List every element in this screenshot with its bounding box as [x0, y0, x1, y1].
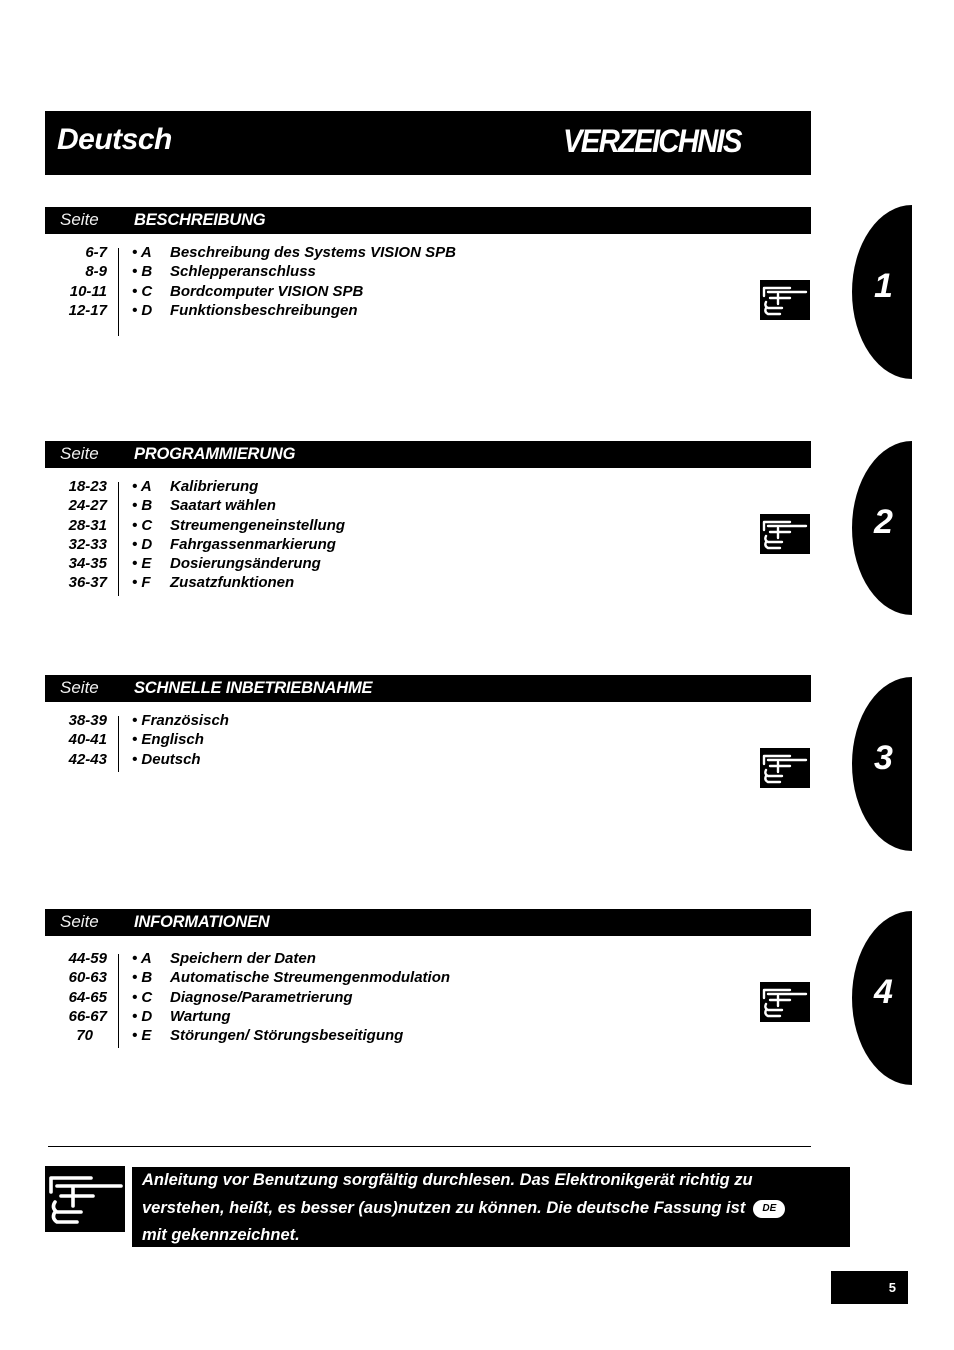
pointing-hand-icon: [760, 748, 810, 788]
chapter-tab-number: 2: [874, 503, 893, 541]
pointing-hand-icon: [760, 982, 810, 1022]
toc-bullet: • C: [132, 282, 153, 300]
toc-label: Störungen/ Störungsbeseitigung: [170, 1027, 404, 1045]
toc-list: [45, 950, 811, 1046]
section-beschreibung: [45, 207, 811, 321]
section-programmierung: [45, 441, 811, 594]
toc-pages: 36-37: [68, 574, 107, 592]
toc-row[interactable]: [45, 731, 811, 750]
chapter-tab-number: 4: [874, 973, 893, 1011]
section-title: BESCHREIBUNG: [134, 211, 266, 229]
page-header: [45, 111, 811, 175]
toc-bullet: • E: [132, 1027, 152, 1045]
pointing-hand-icon: [45, 1166, 125, 1232]
toc-bullet: • B: [132, 497, 153, 515]
language-label: Deutsch: [57, 123, 172, 156]
toc-bullet: • D: [132, 301, 153, 319]
note-line-text: verstehen, heißt, es besser (aus)nutzen zu können. Die deutsche Fassung ist: [142, 1198, 746, 1217]
toc-row[interactable]: [45, 751, 811, 770]
toc-pages: 38-39: [68, 712, 107, 729]
toc-bullet: • D: [132, 535, 153, 553]
chapter-tab-2[interactable]: [852, 441, 912, 615]
section-header: [45, 207, 811, 234]
toc-row[interactable]: [45, 969, 811, 988]
section-header: [45, 909, 811, 936]
toc-label: Saatart wählen: [170, 497, 276, 515]
toc-row[interactable]: [45, 712, 811, 731]
page-number: 5: [831, 1271, 908, 1304]
toc-pages: 44-59: [68, 950, 107, 967]
toc-pages: 34-35: [68, 555, 107, 573]
toc-row[interactable]: [45, 244, 811, 263]
chapter-tab-3[interactable]: [852, 677, 912, 851]
section-header: [45, 441, 811, 468]
toc-row[interactable]: [45, 1027, 811, 1046]
toc-label: Funktionsbeschreibungen: [170, 301, 358, 319]
toc-pages: 8-9: [85, 263, 107, 281]
section-schnelle-inbetriebnahme: [45, 675, 811, 770]
toc-pages: 32-33: [68, 535, 107, 553]
toc-label: Dosierungsänderung: [170, 555, 321, 573]
toc-row[interactable]: [45, 302, 811, 321]
toc-pages: 24-27: [68, 497, 107, 515]
chapter-tab-number: 1: [874, 267, 893, 305]
seite-label: Seite: [60, 912, 99, 931]
section-informationen: [45, 909, 811, 1046]
seite-label: Seite: [60, 444, 99, 463]
toc-list: [45, 712, 811, 770]
chapter-tab-4[interactable]: [852, 911, 912, 1085]
toc-label: Schlepperanschluss: [170, 263, 316, 281]
chapter-tab-1[interactable]: [852, 205, 912, 379]
section-title: SCHNELLE INBETRIEBNAHME: [134, 679, 373, 697]
toc-bullet: • E: [132, 555, 152, 573]
seite-label: Seite: [60, 210, 99, 229]
toc-bullet: • A: [132, 478, 152, 495]
toc-bullet: • D: [132, 1007, 153, 1025]
de-badge: DE: [753, 1200, 785, 1218]
toc-bullet: • B: [132, 969, 153, 987]
pointing-hand-icon: [760, 514, 810, 554]
toc-label: Beschreibung des Systems VISION SPB: [170, 244, 456, 261]
toc-label: Speichern der Daten: [170, 950, 316, 967]
toc-label: Streumengeneinstellung: [170, 516, 346, 534]
toc-pages: 60-63: [68, 969, 107, 987]
toc-pages: 18-23: [68, 478, 107, 495]
toc-list: [45, 244, 811, 321]
toc-label: Automatische Streumengenmodulation: [170, 969, 451, 987]
toc-row[interactable]: [45, 497, 811, 516]
toc-row[interactable]: [45, 950, 811, 969]
toc-row[interactable]: [45, 478, 811, 497]
toc-pages: 28-31: [68, 516, 107, 534]
seite-label: Seite: [60, 678, 99, 697]
toc-row[interactable]: [45, 989, 811, 1008]
toc-bullet: • C: [132, 988, 153, 1006]
toc-bullet: • B: [132, 263, 153, 281]
page-title: VERZEICHNIS: [563, 123, 741, 159]
toc-label: Diagnose/Parametrierung: [170, 988, 353, 1006]
section-header: [45, 675, 811, 702]
toc-pages: 12-17: [68, 301, 107, 319]
toc-pages: 42-43: [68, 750, 107, 768]
toc-pages: 10-11: [69, 282, 107, 300]
toc-bullet: • C: [132, 516, 153, 534]
toc-bullet: • A: [132, 950, 152, 967]
toc-row[interactable]: [45, 555, 811, 574]
toc-label: Fahrgassenmarkierung: [170, 535, 336, 553]
toc-row[interactable]: [45, 517, 811, 536]
toc-row[interactable]: [45, 263, 811, 282]
chapter-tab-number: 3: [874, 739, 893, 777]
toc-row[interactable]: [45, 283, 811, 302]
section-title: PROGRAMMIERUNG: [134, 445, 296, 463]
toc-label: Bordcomputer VISION SPB: [170, 282, 364, 300]
toc-row[interactable]: [45, 574, 811, 593]
footer-divider: [48, 1146, 811, 1147]
section-title: INFORMATIONEN: [134, 913, 270, 931]
toc-label: Zusatzfunktionen: [170, 574, 295, 592]
toc-label: • Französisch: [132, 712, 229, 729]
toc-label: • Deutsch: [132, 750, 201, 768]
toc-pages: 66-67: [68, 1007, 107, 1025]
toc-pages: 64-65: [68, 988, 107, 1006]
note-line: Anleitung vor Benutzung sorgfältig durchlesen. Das Elektronikgerät richtig zu: [142, 1171, 753, 1189]
note-line: mit gekennzeichnet.: [142, 1226, 300, 1244]
pointing-hand-icon: [760, 280, 810, 320]
toc-pages: 6-7: [85, 244, 107, 261]
toc-pages: 40-41: [68, 731, 107, 749]
toc-bullet: • F: [132, 574, 151, 592]
instruction-note: [132, 1167, 850, 1247]
toc-row[interactable]: [45, 536, 811, 555]
toc-bullet: • A: [132, 244, 152, 261]
toc-row[interactable]: [45, 1008, 811, 1027]
toc-label: Kalibrierung: [170, 478, 259, 495]
toc-list: [45, 478, 811, 594]
note-line: [142, 1195, 840, 1223]
toc-label: Wartung: [170, 1007, 231, 1025]
toc-label: • Englisch: [132, 731, 204, 749]
toc-pages: 70: [76, 1027, 93, 1045]
